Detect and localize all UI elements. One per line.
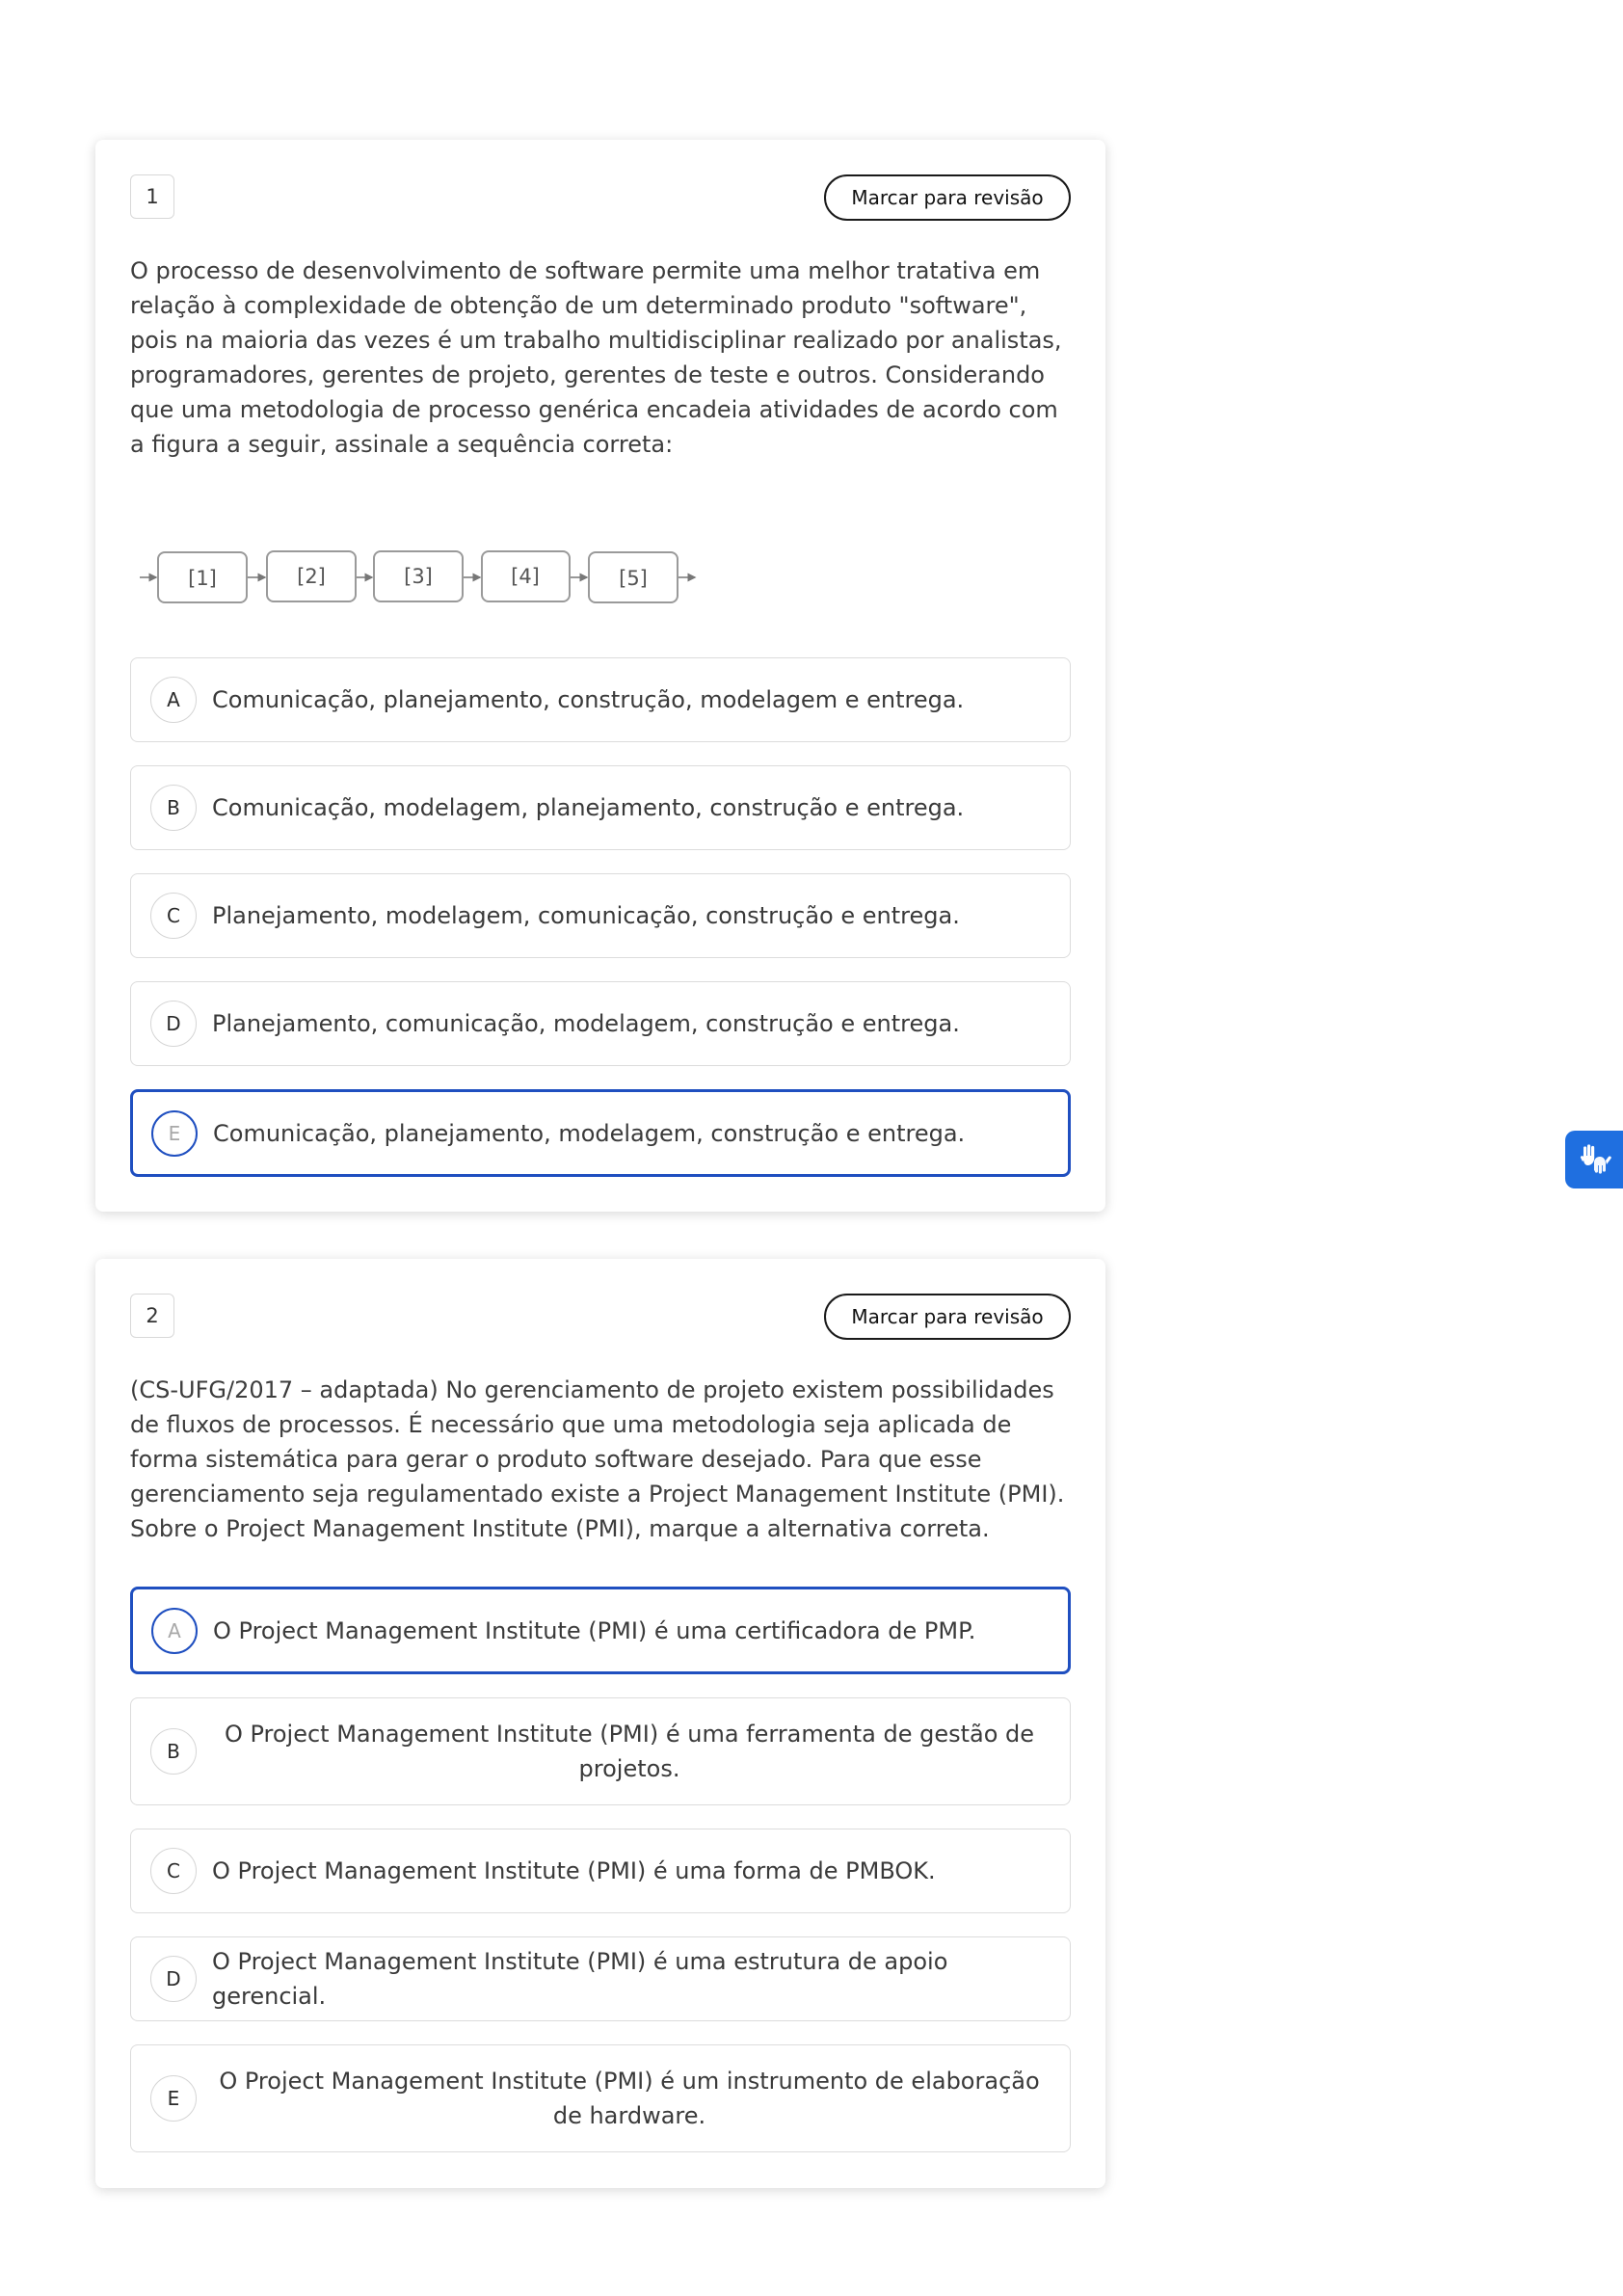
question-card-1: [95, 140, 1105, 1212]
option-letter: A: [151, 1608, 198, 1654]
answer-option-e-selected[interactable]: [130, 1089, 1071, 1177]
flow-step-label-3: [3]: [404, 565, 433, 588]
option-letter: C: [150, 893, 197, 939]
option-text: O Project Management Institute (PMI) é uma ferramenta de gestão de projetos.: [224, 1721, 1035, 1782]
mark-for-review-button[interactable]: Marcar para revisão: [824, 1294, 1071, 1340]
option-text: Comunicação, planejamento, modelagem, construção e entrega.: [213, 1119, 966, 1147]
answer-option-d[interactable]: [130, 1936, 1071, 2021]
option-text: O Project Management Institute (PMI) é uma certificadora de PMP.: [213, 1616, 976, 1644]
answer-option-a[interactable]: [130, 657, 1071, 742]
option-letter: C: [150, 1848, 197, 1894]
question-card-2: [95, 1259, 1105, 2188]
question-stem-prompt: Sobre o Project Management Institute (PMI), marque a alternativa correta.: [130, 1515, 990, 1542]
option-text: O Project Management Institute (PMI) é uma estrutura de apoio gerencial.: [212, 1948, 948, 2010]
option-text: O Project Management Institute (PMI) é um instrumento de elaboração de hardware.: [219, 2068, 1040, 2129]
option-letter: D: [150, 1956, 197, 2002]
mark-for-review-button[interactable]: Marcar para revisão: [824, 174, 1071, 221]
option-letter: E: [151, 1110, 198, 1157]
option-letter: B: [150, 785, 197, 831]
question-stem: [130, 254, 1065, 462]
process-flow-svg: [138, 545, 716, 612]
flow-step-label-2: [2]: [297, 565, 326, 588]
answer-option-b[interactable]: [130, 765, 1071, 850]
flow-step-label-1: [1]: [188, 567, 217, 590]
question-number: 2: [130, 1294, 174, 1338]
answer-option-e[interactable]: [130, 2044, 1071, 2152]
answer-option-d[interactable]: [130, 981, 1071, 1066]
option-letter: D: [150, 1001, 197, 1047]
option-text: Comunicação, planejamento, construção, modelagem e entrega.: [212, 686, 965, 713]
question-number: 1: [130, 174, 174, 219]
question-stem: [130, 1373, 1065, 1546]
option-text: Planejamento, modelagem, comunicação, construção e entrega.: [212, 902, 960, 929]
answer-option-c[interactable]: [130, 1829, 1071, 1913]
flow-step-label-4: [4]: [511, 565, 540, 588]
option-text: Comunicação, modelagem, planejamento, construção e entrega.: [212, 794, 965, 821]
sign-language-hands-icon: [1576, 1141, 1612, 1178]
option-letter: E: [150, 2075, 197, 2122]
question-stem-text: O processo de desenvolvimento de software permite uma melhor tratativa em relação à complexidade de obtenção de um determinado produto "software", pois na maioria das vezes é um trabalho multidisciplinar realizado por analistas, programadores, gerentes de projeto, gerentes de teste e outros. Considerando que uma metodologia de processo genérica encadeia atividades de acordo com a figura a seguir, assinale a sequência correta:: [130, 257, 1062, 458]
process-flow-diagram: [138, 545, 716, 612]
option-text: O Project Management Institute (PMI) é uma forma de PMBOK.: [212, 1857, 936, 1884]
option-letter: B: [150, 1728, 197, 1775]
option-letter: A: [150, 677, 197, 723]
option-text: Planejamento, comunicação, modelagem, construção e entrega.: [212, 1010, 960, 1037]
answer-option-b[interactable]: [130, 1697, 1071, 1805]
answer-option-c[interactable]: [130, 873, 1071, 958]
flow-step-label-5: [5]: [619, 567, 648, 590]
sign-language-accessibility-button[interactable]: [1565, 1131, 1623, 1188]
answer-option-a-selected[interactable]: [130, 1587, 1071, 1674]
question-stem-text: (CS-UFG/2017 – adaptada) No gerenciamento de projeto existem possibilidades de fluxos de processos. É necessário que uma metodologia seja aplicada de forma sistemática para gerar o produto software desejado. Para que esse gerenciamento seja regulamentado existe a Project Management Institute (PMI).: [130, 1376, 1065, 1508]
